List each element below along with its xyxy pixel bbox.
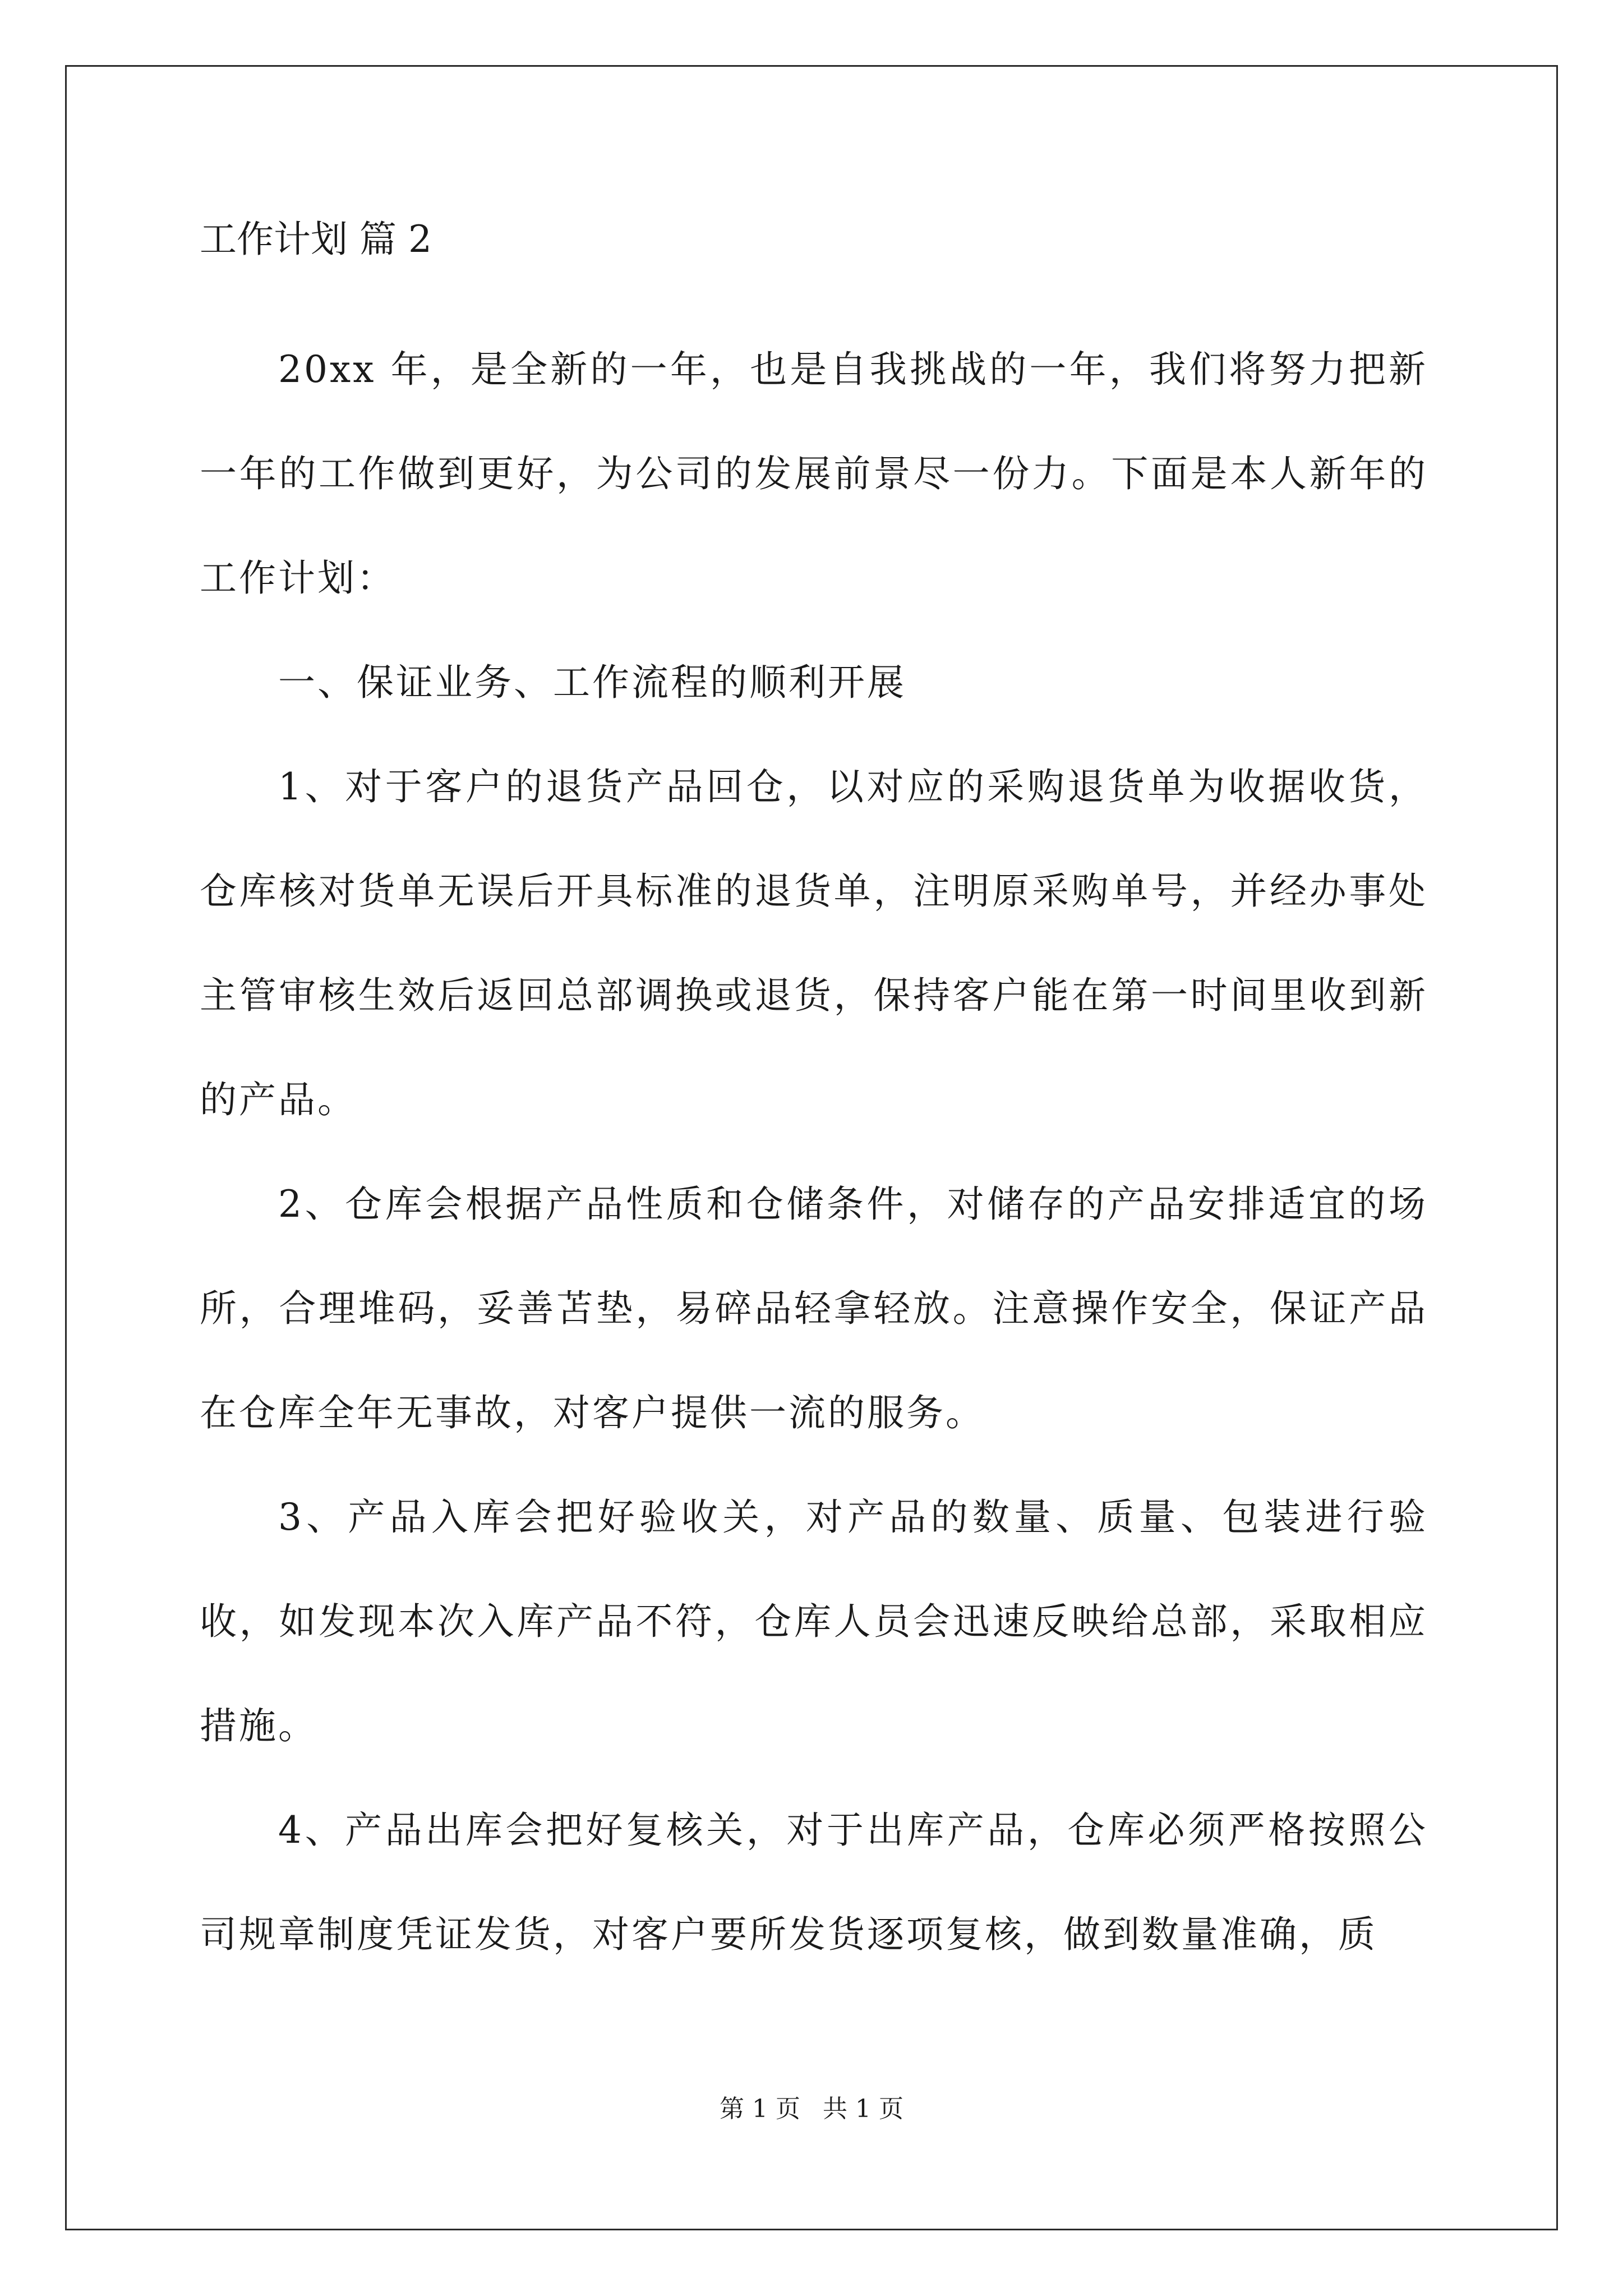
paragraph-item-3: 3、产品入库会把好验收关，对产品的数量、质量、包装进行验收，如发现本次入库产品不符，仓库人员会迅速反映给总部，采取相应措施。 xyxy=(200,1496,1428,1747)
paragraph-intro: 20xx 年，是全新的一年，也是自我挑战的一年，我们将努力把新一年的工作做到更好，为公司的发展前景尽一份力。下面是本人新年的工作计划： xyxy=(200,348,1428,600)
paragraph-item-1: 1、对于客户的退货产品回仓，以对应的采购退货单为收据收货，仓库核对货单无误后开具标准的退货单，注明原采购单号，并经办事处主管审核生效后返回总部调换或退货，保持客户能在第一时间里收到新的产品。 xyxy=(200,765,1428,1121)
page-number-total: 共 1 页 xyxy=(823,2095,903,2123)
paragraph-item-2: 2、仓库会根据产品性质和仓储条件，对储存的产品安排适宜的场所，合理堆码，妥善苫垫，易碎品轻拿轻放。注意操作安全，保证产品在仓库全年无事故，对客户提供一流的服务。 xyxy=(200,1182,1428,1434)
document-title: 工作计划 篇 2 xyxy=(200,218,432,261)
paragraph-item-4: 4、产品出库会把好复核关，对于出库产品，仓库必须严格按照公司规章制度凭证发货，对客户要所发货逐项复核，做到数量准确，质 xyxy=(200,1809,1428,1956)
page-footer xyxy=(0,2093,1623,2125)
document-body xyxy=(200,213,1428,1987)
page-number-current: 第 1 页 xyxy=(720,2095,800,2123)
section-heading-1: 一、保证业务、工作流程的顺利开展 xyxy=(278,661,906,704)
